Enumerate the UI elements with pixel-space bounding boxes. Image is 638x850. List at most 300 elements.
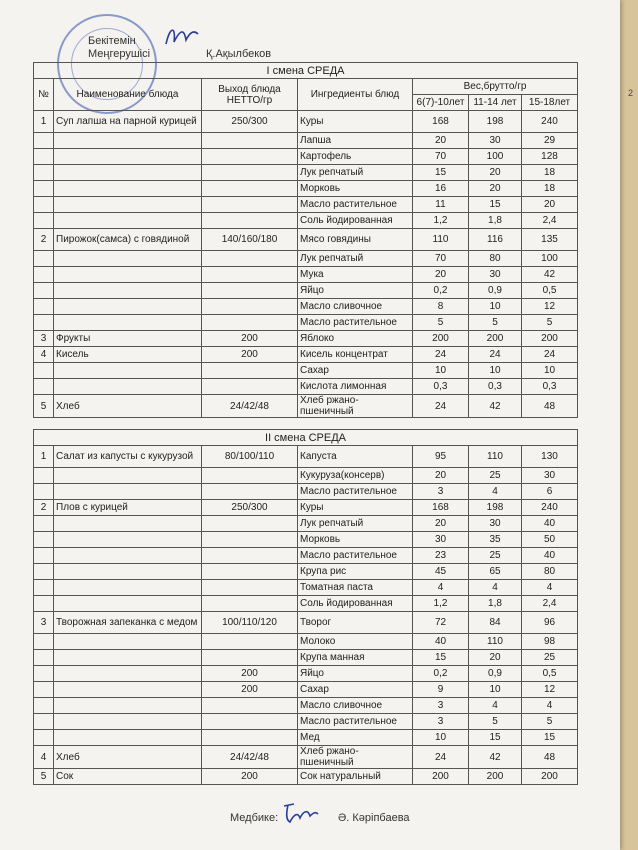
- ingredient-cell: Морковь: [298, 181, 413, 197]
- row-number-cell: [34, 634, 54, 650]
- weight-age1-cell: 30: [413, 532, 469, 548]
- yield-cell: [202, 596, 298, 612]
- yield-cell: 250/300: [202, 500, 298, 516]
- weight-age2-cell: 1,8: [469, 213, 522, 229]
- yield-cell: 24/42/48: [202, 746, 298, 769]
- weight-age1-cell: 20: [413, 468, 469, 484]
- ingredient-cell: Лук репчатый: [298, 516, 413, 532]
- yield-cell: [202, 484, 298, 500]
- weight-age3-cell: 48: [522, 746, 578, 769]
- table-row: [34, 197, 578, 213]
- row-number-cell: 2: [34, 229, 54, 251]
- weight-age3-cell: 80: [522, 564, 578, 580]
- table-row: [34, 363, 578, 379]
- table-row: [34, 746, 578, 769]
- weight-age3-cell: 200: [522, 331, 578, 347]
- table-row: [34, 548, 578, 564]
- ingredient-cell: Лук репчатый: [298, 251, 413, 267]
- shift2-title: II смена СРЕДА: [34, 430, 578, 446]
- dish-name-cell: [54, 532, 202, 548]
- ingredient-cell: Куры: [298, 500, 413, 516]
- table-row: [34, 229, 578, 251]
- yield-cell: [202, 267, 298, 283]
- weight-age1-cell: 3: [413, 484, 469, 500]
- weight-age2-cell: 198: [469, 111, 522, 133]
- yield-cell: [202, 714, 298, 730]
- weight-age3-cell: 18: [522, 165, 578, 181]
- yield-cell: [202, 698, 298, 714]
- weight-age2-cell: 100: [469, 149, 522, 165]
- ingredient-cell: Яйцо: [298, 283, 413, 299]
- weight-age2-cell: 4: [469, 698, 522, 714]
- row-number-cell: [34, 682, 54, 698]
- weight-age2-cell: 5: [469, 714, 522, 730]
- weight-age2-cell: 35: [469, 532, 522, 548]
- row-number-cell: 3: [34, 612, 54, 634]
- yield-cell: 200: [202, 666, 298, 682]
- weight-age2-cell: 20: [469, 165, 522, 181]
- weight-age3-cell: 10: [522, 363, 578, 379]
- table-row: [34, 251, 578, 267]
- dish-name-cell: Плов с курицей: [54, 500, 202, 516]
- weight-age2-cell: 42: [469, 746, 522, 769]
- row-number-cell: [34, 197, 54, 213]
- dish-name-cell: [54, 181, 202, 197]
- yield-cell: [202, 283, 298, 299]
- weight-age2-cell: 10: [469, 682, 522, 698]
- ingredient-cell: Масло растительное: [298, 484, 413, 500]
- yield-cell: 100/110/120: [202, 612, 298, 634]
- weight-age2-cell: 5: [469, 315, 522, 331]
- nurse-name: Ә. Кәріпбаева: [338, 812, 410, 824]
- weight-age2-cell: 110: [469, 446, 522, 468]
- table-row: [34, 283, 578, 299]
- ingredient-cell: Яйцо: [298, 666, 413, 682]
- dish-name-cell: [54, 267, 202, 283]
- row-number-cell: [34, 267, 54, 283]
- yield-cell: [202, 468, 298, 484]
- dish-name-cell: Сок: [54, 769, 202, 785]
- yield-cell: [202, 213, 298, 229]
- yield-cell: 250/300: [202, 111, 298, 133]
- yield-cell: 140/160/180: [202, 229, 298, 251]
- ingredient-cell: Кисель концентрат: [298, 347, 413, 363]
- weight-age1-cell: 11: [413, 197, 469, 213]
- row-number-cell: 3: [34, 331, 54, 347]
- table-row: [34, 315, 578, 331]
- weight-age3-cell: 240: [522, 111, 578, 133]
- yield-cell: [202, 165, 298, 181]
- weight-age3-cell: 24: [522, 347, 578, 363]
- dish-name-cell: [54, 468, 202, 484]
- weight-age1-cell: 5: [413, 315, 469, 331]
- ingredient-cell: Хлеб ржано-пшеничный: [298, 395, 413, 418]
- weight-age3-cell: 6: [522, 484, 578, 500]
- row-number-cell: [34, 730, 54, 746]
- ingredient-cell: Хлеб ржано-пшеничный: [298, 746, 413, 769]
- table-row: [34, 379, 578, 395]
- yield-cell: [202, 315, 298, 331]
- yield-cell: [202, 548, 298, 564]
- table-row: [34, 698, 578, 714]
- weight-age3-cell: 2,4: [522, 213, 578, 229]
- yield-cell: [202, 299, 298, 315]
- weight-age1-cell: 168: [413, 111, 469, 133]
- table-row: [34, 299, 578, 315]
- weight-age1-cell: 9: [413, 682, 469, 698]
- dish-name-cell: [54, 484, 202, 500]
- weight-age2-cell: 25: [469, 548, 522, 564]
- row-number-cell: [34, 165, 54, 181]
- dish-name-cell: [54, 634, 202, 650]
- weight-age1-cell: 16: [413, 181, 469, 197]
- table-row: [34, 111, 578, 133]
- row-number-cell: [34, 251, 54, 267]
- director-signature: [162, 22, 202, 52]
- weight-age2-cell: 24: [469, 347, 522, 363]
- dish-name-cell: Кисель: [54, 347, 202, 363]
- weight-age1-cell: 72: [413, 612, 469, 634]
- row-number-cell: [34, 596, 54, 612]
- yield-cell: 200: [202, 682, 298, 698]
- weight-age3-cell: 12: [522, 299, 578, 315]
- table-row: [34, 446, 578, 468]
- row-number-cell: [34, 714, 54, 730]
- weight-age2-cell: 15: [469, 197, 522, 213]
- weight-age3-cell: 5: [522, 714, 578, 730]
- shift1-title: I смена СРЕДА: [34, 63, 578, 79]
- weight-age3-cell: 40: [522, 516, 578, 532]
- weight-age1-cell: 15: [413, 650, 469, 666]
- weight-age3-cell: 50: [522, 532, 578, 548]
- ingredient-cell: Крупа манная: [298, 650, 413, 666]
- table-row: [34, 213, 578, 229]
- weight-age2-cell: 198: [469, 500, 522, 516]
- table-row: [34, 395, 578, 418]
- weight-age2-cell: 10: [469, 299, 522, 315]
- weight-age1-cell: 10: [413, 363, 469, 379]
- weight-age1-cell: 24: [413, 395, 469, 418]
- row-number-cell: [34, 468, 54, 484]
- weight-age2-cell: 65: [469, 564, 522, 580]
- weight-age1-cell: 24: [413, 347, 469, 363]
- row-number-cell: [34, 213, 54, 229]
- ingredient-cell: Сахар: [298, 363, 413, 379]
- ingredient-cell: Картофель: [298, 149, 413, 165]
- position-line: Меңгерушісі: [88, 48, 151, 60]
- yield-cell: 200: [202, 347, 298, 363]
- dish-name-cell: [54, 133, 202, 149]
- ingredient-cell: Крупа рис: [298, 564, 413, 580]
- weight-age1-cell: 45: [413, 564, 469, 580]
- row-number-cell: [34, 379, 54, 395]
- weight-age2-cell: 10: [469, 363, 522, 379]
- col-age3-header: 15-18лет: [522, 95, 578, 111]
- weight-age3-cell: 42: [522, 267, 578, 283]
- dish-name-cell: [54, 197, 202, 213]
- weight-age3-cell: 128: [522, 149, 578, 165]
- col-dish-header: Наименование блюда: [54, 79, 202, 111]
- ingredient-cell: Томатная паста: [298, 580, 413, 596]
- table-row: [34, 484, 578, 500]
- weight-age2-cell: 84: [469, 612, 522, 634]
- weight-age3-cell: 48: [522, 395, 578, 418]
- table-row: [34, 516, 578, 532]
- row-number-cell: [34, 650, 54, 666]
- weight-age2-cell: 20: [469, 650, 522, 666]
- weight-age2-cell: 0,3: [469, 379, 522, 395]
- ingredient-cell: Молоко: [298, 634, 413, 650]
- dish-name-cell: Творожная запеканка с медом: [54, 612, 202, 634]
- weight-age3-cell: 4: [522, 698, 578, 714]
- dish-name-cell: Суп лапша на парной курицей: [54, 111, 202, 133]
- dish-name-cell: [54, 564, 202, 580]
- dish-name-cell: [54, 315, 202, 331]
- row-number-cell: [34, 315, 54, 331]
- ingredient-cell: Мука: [298, 267, 413, 283]
- row-number-cell: 2: [34, 500, 54, 516]
- ingredient-cell: Сахар: [298, 682, 413, 698]
- table-row: [34, 267, 578, 283]
- col-num-header: №: [34, 79, 54, 111]
- row-number-cell: [34, 548, 54, 564]
- col-age1-header: 6(7)-10лет: [413, 95, 469, 111]
- table-row: [34, 564, 578, 580]
- weight-age1-cell: 70: [413, 149, 469, 165]
- yield-cell: 80/100/110: [202, 446, 298, 468]
- dish-name-cell: [54, 149, 202, 165]
- table-row: [34, 769, 578, 785]
- shift1-menu-table: [33, 62, 578, 418]
- row-number-cell: [34, 299, 54, 315]
- table-row: [34, 532, 578, 548]
- yield-cell: [202, 181, 298, 197]
- yield-cell: [202, 564, 298, 580]
- row-number-cell: [34, 666, 54, 682]
- ingredient-cell: Масло растительное: [298, 714, 413, 730]
- col-age2-header: 11-14 лет: [469, 95, 522, 111]
- table-row: [34, 500, 578, 516]
- ingredient-cell: Масло растительное: [298, 548, 413, 564]
- ingredient-cell: Масло растительное: [298, 197, 413, 213]
- dish-name-cell: Хлеб: [54, 395, 202, 418]
- table-row: [34, 612, 578, 634]
- weight-age2-cell: 110: [469, 634, 522, 650]
- row-number-cell: [34, 363, 54, 379]
- dish-name-cell: Салат из капусты с кукурузой: [54, 446, 202, 468]
- weight-age1-cell: 20: [413, 267, 469, 283]
- dish-name-cell: [54, 548, 202, 564]
- weight-age3-cell: 240: [522, 500, 578, 516]
- weight-age1-cell: 1,2: [413, 596, 469, 612]
- dish-name-cell: Пирожок(самса) с говядиной: [54, 229, 202, 251]
- weight-age3-cell: 130: [522, 446, 578, 468]
- weight-age2-cell: 15: [469, 730, 522, 746]
- row-number-cell: [34, 580, 54, 596]
- weight-age3-cell: 20: [522, 197, 578, 213]
- weight-age1-cell: 8: [413, 299, 469, 315]
- dish-name-cell: [54, 363, 202, 379]
- weight-age1-cell: 3: [413, 698, 469, 714]
- weight-age1-cell: 40: [413, 634, 469, 650]
- yield-cell: [202, 251, 298, 267]
- yield-cell: [202, 634, 298, 650]
- yield-cell: [202, 580, 298, 596]
- dish-name-cell: [54, 698, 202, 714]
- dish-name-cell: [54, 213, 202, 229]
- dish-name-cell: [54, 666, 202, 682]
- ingredient-cell: Масло растительное: [298, 315, 413, 331]
- weight-age1-cell: 15: [413, 165, 469, 181]
- weight-age1-cell: 200: [413, 769, 469, 785]
- yield-cell: 24/42/48: [202, 395, 298, 418]
- row-number-cell: [34, 698, 54, 714]
- table-row: [34, 730, 578, 746]
- weight-age3-cell: 135: [522, 229, 578, 251]
- weight-age2-cell: 4: [469, 484, 522, 500]
- ingredient-cell: Куры: [298, 111, 413, 133]
- weight-age2-cell: 30: [469, 267, 522, 283]
- col-weight-header: Вес,брутто/гр: [413, 79, 578, 95]
- approval-line: Бекітемін: [88, 35, 136, 47]
- weight-age1-cell: 4: [413, 580, 469, 596]
- ingredient-cell: Лук репчатый: [298, 165, 413, 181]
- weight-age1-cell: 20: [413, 516, 469, 532]
- yield-cell: [202, 516, 298, 532]
- ingredient-cell: Лапша: [298, 133, 413, 149]
- weight-age2-cell: 30: [469, 516, 522, 532]
- weight-age1-cell: 200: [413, 331, 469, 347]
- dish-name-cell: [54, 580, 202, 596]
- ingredient-cell: Масло сливочное: [298, 299, 413, 315]
- yield-cell: [202, 730, 298, 746]
- ingredient-cell: Кукуруза(консерв): [298, 468, 413, 484]
- weight-age1-cell: 23: [413, 548, 469, 564]
- yield-cell: [202, 363, 298, 379]
- weight-age1-cell: 0,2: [413, 666, 469, 682]
- weight-age2-cell: 80: [469, 251, 522, 267]
- table-row: [34, 468, 578, 484]
- row-number-cell: 1: [34, 446, 54, 468]
- ingredient-cell: Соль йодированная: [298, 213, 413, 229]
- weight-age3-cell: 0,3: [522, 379, 578, 395]
- weight-age3-cell: 30: [522, 468, 578, 484]
- weight-age3-cell: 40: [522, 548, 578, 564]
- weight-age1-cell: 70: [413, 251, 469, 267]
- weight-age1-cell: 0,3: [413, 379, 469, 395]
- ingredient-cell: Сок натуральный: [298, 769, 413, 785]
- weight-age2-cell: 200: [469, 331, 522, 347]
- weight-age2-cell: 116: [469, 229, 522, 251]
- weight-age2-cell: 20: [469, 181, 522, 197]
- ingredient-cell: Мясо говядины: [298, 229, 413, 251]
- row-number-cell: 4: [34, 347, 54, 363]
- weight-age1-cell: 1,2: [413, 213, 469, 229]
- table-row: [34, 347, 578, 363]
- weight-age2-cell: 0,9: [469, 666, 522, 682]
- row-number-cell: 5: [34, 769, 54, 785]
- dish-name-cell: [54, 730, 202, 746]
- yield-cell: [202, 149, 298, 165]
- row-number-cell: 4: [34, 746, 54, 769]
- table-row: [34, 331, 578, 347]
- yield-cell: [202, 650, 298, 666]
- row-number-cell: [34, 564, 54, 580]
- col-yield-header: Выход блюда НЕТТО/гр: [202, 79, 298, 111]
- dish-name-cell: Хлеб: [54, 746, 202, 769]
- dish-name-cell: [54, 596, 202, 612]
- ingredient-cell: Капуста: [298, 446, 413, 468]
- dish-name-cell: [54, 516, 202, 532]
- weight-age1-cell: 168: [413, 500, 469, 516]
- page-number: 2: [628, 88, 634, 98]
- dish-name-cell: [54, 283, 202, 299]
- yield-cell: [202, 379, 298, 395]
- row-number-cell: [34, 149, 54, 165]
- row-number-cell: [34, 516, 54, 532]
- row-number-cell: [34, 133, 54, 149]
- weight-age3-cell: 18: [522, 181, 578, 197]
- yield-cell: [202, 133, 298, 149]
- dish-name-cell: [54, 714, 202, 730]
- dish-name-cell: [54, 379, 202, 395]
- row-number-cell: [34, 283, 54, 299]
- weight-age1-cell: 95: [413, 446, 469, 468]
- row-number-cell: [34, 181, 54, 197]
- weight-age3-cell: 0,5: [522, 666, 578, 682]
- nurse-label: Медбике:: [230, 812, 279, 824]
- ingredient-cell: Мед: [298, 730, 413, 746]
- ingredient-cell: Творог: [298, 612, 413, 634]
- table-row: [34, 596, 578, 612]
- weight-age2-cell: 30: [469, 133, 522, 149]
- weight-age2-cell: 4: [469, 580, 522, 596]
- weight-age2-cell: 42: [469, 395, 522, 418]
- dish-name-cell: [54, 299, 202, 315]
- table-row: [34, 650, 578, 666]
- dish-name-cell: [54, 165, 202, 181]
- table-row: [34, 634, 578, 650]
- shift2-menu-table: [33, 429, 578, 785]
- weight-age1-cell: 0,2: [413, 283, 469, 299]
- yield-cell: 200: [202, 769, 298, 785]
- dish-name-cell: [54, 650, 202, 666]
- yield-cell: [202, 197, 298, 213]
- yield-cell: 200: [202, 331, 298, 347]
- ingredient-cell: Кислота лимонная: [298, 379, 413, 395]
- weight-age1-cell: 110: [413, 229, 469, 251]
- dish-name-cell: Фрукты: [54, 331, 202, 347]
- weight-age3-cell: 12: [522, 682, 578, 698]
- weight-age1-cell: 20: [413, 133, 469, 149]
- weight-age3-cell: 29: [522, 133, 578, 149]
- row-number-cell: 1: [34, 111, 54, 133]
- weight-age2-cell: 1,8: [469, 596, 522, 612]
- row-number-cell: 5: [34, 395, 54, 418]
- ingredient-cell: Яблоко: [298, 331, 413, 347]
- weight-age2-cell: 200: [469, 769, 522, 785]
- table-row: [34, 580, 578, 596]
- yield-cell: [202, 532, 298, 548]
- weight-age2-cell: 0,9: [469, 283, 522, 299]
- table-row: [34, 181, 578, 197]
- weight-age3-cell: 100: [522, 251, 578, 267]
- table-row: [34, 133, 578, 149]
- table-row: [34, 149, 578, 165]
- director-name: Қ.Ақылбеков: [206, 48, 272, 60]
- weight-age3-cell: 200: [522, 769, 578, 785]
- weight-age1-cell: 10: [413, 730, 469, 746]
